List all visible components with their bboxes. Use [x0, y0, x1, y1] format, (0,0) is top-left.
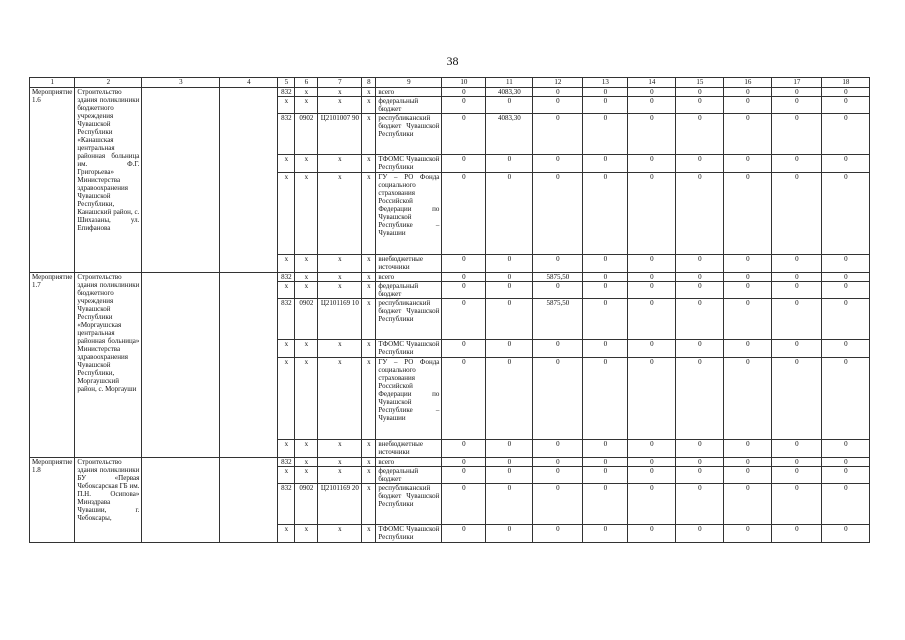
measure-name-cell: Строительство здания поликлиники бюджетного учреждения Чувашской Республики «Моргаушская центральная районная больница» Министерства здравоохранения Чувашской Республики, Моргаушский район, с. Моргауши [75, 273, 142, 458]
value-cell: 0 [442, 440, 486, 458]
target-article-cell: Ц2101169 10 [318, 299, 362, 340]
grbs-cell: x [278, 340, 295, 358]
section-cell: x [295, 440, 318, 458]
value-cell: 0 [724, 467, 772, 484]
grbs-cell: x [278, 255, 295, 273]
value-cell: 0 [676, 88, 724, 97]
value-cell: 0 [822, 255, 870, 273]
value-cell: 0 [583, 273, 628, 282]
value-cell: 0 [676, 299, 724, 340]
value-cell: 0 [676, 97, 724, 114]
column-number-cell: 3 [142, 78, 220, 88]
expense-group-cell: x [362, 88, 376, 97]
expense-group-cell: x [362, 358, 376, 440]
section-cell: 0902 [295, 484, 318, 525]
measure-name-cell: Строительство здания поликлиники бюджетного учреждения Чувашской Республики «Канашская центральная районная больница им. Ф.Г. Григорьева» Министерства здравоохранения Чувашской Республики, Канашский район, с. Шихазаны, ул. Епифанова [75, 88, 142, 273]
funding-source-cell: республиканский бюджет Чувашской Республики [376, 484, 442, 525]
value-cell: 0 [442, 155, 486, 173]
section-cell: x [295, 458, 318, 467]
value-cell: 0 [533, 282, 583, 299]
column-number-cell: 13 [583, 78, 628, 88]
target-article-cell: x [318, 255, 362, 273]
value-cell: 0 [442, 255, 486, 273]
target-article-cell: Ц2101007 90 [318, 114, 362, 155]
expense-group-cell: x [362, 299, 376, 340]
value-cell: 0 [486, 173, 533, 255]
value-cell: 0 [442, 173, 486, 255]
value-cell: 0 [442, 467, 486, 484]
grbs-cell: 832 [278, 484, 295, 525]
expense-group-cell: x [362, 155, 376, 173]
value-cell: 0 [442, 114, 486, 155]
value-cell: 0 [822, 173, 870, 255]
funding-source-cell: ТФОМС Чувашской Республики [376, 525, 442, 543]
column-number-cell: 6 [295, 78, 318, 88]
funding-source-cell: федеральный бюджет [376, 282, 442, 299]
value-cell: 0 [822, 358, 870, 440]
column-number-cell: 16 [724, 78, 772, 88]
value-cell: 0 [772, 440, 822, 458]
value-cell: 4083,30 [486, 114, 533, 155]
grbs-cell: 832 [278, 273, 295, 282]
target-article-cell: Ц2101169 20 [318, 484, 362, 525]
value-cell: 0 [628, 173, 676, 255]
value-cell: 0 [724, 155, 772, 173]
expense-group-cell: x [362, 525, 376, 543]
value-cell: 0 [822, 440, 870, 458]
expense-group-cell: x [362, 440, 376, 458]
value-cell: 0 [772, 467, 822, 484]
value-cell: 0 [486, 299, 533, 340]
column-number-cell: 7 [318, 78, 362, 88]
grbs-cell: x [278, 358, 295, 440]
value-cell: 0 [822, 97, 870, 114]
funding-source-cell: внебюджетные источники [376, 255, 442, 273]
section-cell: x [295, 155, 318, 173]
value-cell: 0 [772, 299, 822, 340]
value-cell: 0 [822, 467, 870, 484]
value-cell: 0 [628, 299, 676, 340]
column-number-cell: 5 [278, 78, 295, 88]
target-article-cell: x [318, 358, 362, 440]
grbs-cell: x [278, 282, 295, 299]
value-cell: 0 [676, 525, 724, 543]
column-number-cell: 1 [30, 78, 75, 88]
column-number-cell: 18 [822, 78, 870, 88]
measure-label-cell: Мероприятие 1.6 [30, 88, 75, 273]
value-cell: 0 [486, 155, 533, 173]
value-cell: 0 [628, 273, 676, 282]
value-cell: 0 [442, 484, 486, 525]
value-cell: 0 [628, 340, 676, 358]
funding-source-cell: республиканский бюджет Чувашской Республики [376, 299, 442, 340]
value-cell: 0 [533, 97, 583, 114]
value-cell: 0 [628, 282, 676, 299]
value-cell: 0 [676, 155, 724, 173]
value-cell: 0 [583, 97, 628, 114]
value-cell: 0 [822, 525, 870, 543]
target-article-cell: x [318, 273, 362, 282]
grbs-cell: 832 [278, 458, 295, 467]
target-article-cell: x [318, 458, 362, 467]
expense-group-cell: x [362, 97, 376, 114]
expense-group-cell: x [362, 114, 376, 155]
value-cell: 0 [583, 155, 628, 173]
section-cell: 0902 [295, 114, 318, 155]
value-cell: 0 [772, 97, 822, 114]
value-cell: 0 [724, 525, 772, 543]
section-cell: x [295, 467, 318, 484]
value-cell: 0 [628, 458, 676, 467]
funding-source-cell: федеральный бюджет [376, 467, 442, 484]
value-cell: 0 [676, 173, 724, 255]
value-cell: 0 [822, 88, 870, 97]
funding-source-cell: ГУ – РО Фонда социального страхования Российской Федерации по Чувашской Республике – Чувашии [376, 173, 442, 255]
value-cell: 0 [583, 458, 628, 467]
value-cell: 0 [442, 299, 486, 340]
value-cell: 0 [772, 525, 822, 543]
target-article-cell: x [318, 155, 362, 173]
grbs-cell: x [278, 440, 295, 458]
funding-source-cell: ТФОМС Чувашской Республики [376, 155, 442, 173]
value-cell: 0 [724, 484, 772, 525]
grbs-cell: x [278, 173, 295, 255]
value-cell: 0 [822, 273, 870, 282]
value-cell: 0 [533, 340, 583, 358]
value-cell: 0 [533, 440, 583, 458]
value-cell: 0 [583, 282, 628, 299]
value-cell: 0 [583, 484, 628, 525]
value-cell: 0 [583, 440, 628, 458]
column-number-cell: 9 [376, 78, 442, 88]
grbs-cell: x [278, 97, 295, 114]
expense-group-cell: x [362, 458, 376, 467]
value-cell: 0 [533, 173, 583, 255]
empty-cell-4 [220, 273, 278, 458]
value-cell: 0 [486, 484, 533, 525]
column-number-cell: 2 [75, 78, 142, 88]
value-cell: 0 [486, 97, 533, 114]
value-cell: 0 [628, 440, 676, 458]
grbs-cell: 832 [278, 88, 295, 97]
value-cell: 0 [724, 273, 772, 282]
empty-cell-3 [142, 458, 220, 543]
target-article-cell: x [318, 340, 362, 358]
target-article-cell: x [318, 440, 362, 458]
section-cell: x [295, 173, 318, 255]
value-cell: 0 [442, 273, 486, 282]
section-cell: x [295, 273, 318, 282]
grbs-cell: 832 [278, 114, 295, 155]
value-cell: 0 [772, 155, 822, 173]
section-cell: x [295, 358, 318, 440]
value-cell: 0 [724, 88, 772, 97]
column-number-cell: 17 [772, 78, 822, 88]
expense-group-cell: x [362, 173, 376, 255]
value-cell: 0 [486, 440, 533, 458]
value-cell: 0 [442, 458, 486, 467]
value-cell: 0 [772, 88, 822, 97]
column-number-cell: 15 [676, 78, 724, 88]
expense-group-cell: x [362, 255, 376, 273]
funding-source-cell: внебюджетные источники [376, 440, 442, 458]
value-cell: 0 [772, 114, 822, 155]
value-cell: 0 [676, 458, 724, 467]
value-cell: 0 [628, 358, 676, 440]
column-number-cell: 4 [220, 78, 278, 88]
column-number-cell: 14 [628, 78, 676, 88]
value-cell: 0 [676, 484, 724, 525]
value-cell: 0 [724, 458, 772, 467]
value-cell: 0 [486, 273, 533, 282]
value-cell: 0 [442, 282, 486, 299]
value-cell: 0 [676, 282, 724, 299]
value-cell: 0 [628, 525, 676, 543]
expense-group-cell: x [362, 340, 376, 358]
value-cell: 0 [442, 88, 486, 97]
value-cell: 0 [724, 255, 772, 273]
value-cell: 0 [724, 299, 772, 340]
value-cell: 0 [772, 255, 822, 273]
value-cell: 0 [442, 358, 486, 440]
empty-cell-3 [142, 88, 220, 273]
value-cell: 0 [772, 340, 822, 358]
value-cell: 0 [724, 282, 772, 299]
value-cell: 0 [724, 97, 772, 114]
value-cell: 0 [628, 467, 676, 484]
value-cell: 0 [724, 440, 772, 458]
column-number-row [30, 78, 870, 88]
value-cell: 0 [583, 173, 628, 255]
funding-source-cell: республиканский бюджет Чувашской Республики [376, 114, 442, 155]
funding-source-cell: всего [376, 273, 442, 282]
value-cell: 0 [583, 358, 628, 440]
expense-group-cell: x [362, 484, 376, 525]
column-number-cell: 12 [533, 78, 583, 88]
value-cell: 5875,50 [533, 273, 583, 282]
value-cell: 0 [822, 484, 870, 525]
value-cell: 0 [822, 299, 870, 340]
section-cell: x [295, 282, 318, 299]
target-article-cell: x [318, 525, 362, 543]
table-row [30, 273, 870, 282]
section-cell: x [295, 340, 318, 358]
section-cell: x [295, 255, 318, 273]
target-article-cell: x [318, 282, 362, 299]
grbs-cell: x [278, 155, 295, 173]
section-cell: x [295, 97, 318, 114]
value-cell: 4083,30 [486, 88, 533, 97]
value-cell: 0 [486, 282, 533, 299]
measure-name-cell: Строительство здания поликлиники БУ «Первая Чебоксарская ГБ им. П.Н. Осипова» Минздрава Чувашии, г. Чебоксары, [75, 458, 142, 543]
target-article-cell: x [318, 173, 362, 255]
funding-source-cell: ГУ – РО Фонда социального страхования Российской Федерации по Чувашской Республике – Чувашии [376, 358, 442, 440]
grbs-cell: x [278, 467, 295, 484]
value-cell: 0 [628, 114, 676, 155]
value-cell: 0 [724, 114, 772, 155]
value-cell: 0 [486, 358, 533, 440]
value-cell: 0 [583, 299, 628, 340]
value-cell: 0 [583, 467, 628, 484]
section-cell: x [295, 525, 318, 543]
expense-group-cell: x [362, 467, 376, 484]
page-number: 38 [446, 54, 459, 68]
value-cell: 0 [628, 155, 676, 173]
table-row [30, 88, 870, 97]
value-cell: 0 [533, 484, 583, 525]
value-cell: 0 [628, 484, 676, 525]
value-cell: 0 [442, 97, 486, 114]
empty-cell-4 [220, 88, 278, 273]
value-cell: 0 [533, 525, 583, 543]
funding-source-cell: ТФОМС Чувашской Республики [376, 340, 442, 358]
value-cell: 0 [533, 255, 583, 273]
value-cell: 0 [533, 155, 583, 173]
value-cell: 0 [676, 358, 724, 440]
value-cell: 0 [724, 340, 772, 358]
value-cell: 0 [486, 340, 533, 358]
value-cell: 0 [486, 467, 533, 484]
value-cell: 0 [583, 340, 628, 358]
value-cell: 0 [676, 440, 724, 458]
value-cell: 0 [533, 458, 583, 467]
value-cell: 0 [628, 88, 676, 97]
value-cell: 0 [628, 97, 676, 114]
value-cell: 0 [533, 88, 583, 97]
value-cell: 0 [533, 467, 583, 484]
grbs-cell: 832 [278, 299, 295, 340]
value-cell: 0 [822, 458, 870, 467]
value-cell: 0 [822, 340, 870, 358]
funding-source-cell: всего [376, 458, 442, 467]
value-cell: 0 [583, 255, 628, 273]
value-cell: 0 [724, 173, 772, 255]
value-cell: 0 [676, 273, 724, 282]
value-cell: 0 [442, 525, 486, 543]
value-cell: 0 [442, 340, 486, 358]
measure-label-cell: Мероприятие 1.8 [30, 458, 75, 543]
measure-label-cell: Мероприятие 1.7 [30, 273, 75, 458]
column-number-cell: 11 [486, 78, 533, 88]
grbs-cell: x [278, 525, 295, 543]
target-article-cell: x [318, 88, 362, 97]
expense-group-cell: x [362, 273, 376, 282]
value-cell: 5875,50 [533, 299, 583, 340]
expense-group-cell: x [362, 282, 376, 299]
value-cell: 0 [822, 282, 870, 299]
table-row [30, 458, 870, 467]
funding-source-cell: всего [376, 88, 442, 97]
value-cell: 0 [583, 525, 628, 543]
value-cell: 0 [533, 358, 583, 440]
value-cell: 0 [772, 458, 822, 467]
column-number-cell: 8 [362, 78, 376, 88]
value-cell: 0 [486, 458, 533, 467]
empty-cell-3 [142, 273, 220, 458]
value-cell: 0 [676, 340, 724, 358]
value-cell: 0 [772, 173, 822, 255]
value-cell: 0 [772, 484, 822, 525]
section-cell: x [295, 88, 318, 97]
value-cell: 0 [676, 255, 724, 273]
value-cell: 0 [772, 273, 822, 282]
value-cell: 0 [486, 525, 533, 543]
target-article-cell: x [318, 97, 362, 114]
value-cell: 0 [533, 114, 583, 155]
value-cell: 0 [724, 358, 772, 440]
value-cell: 0 [822, 114, 870, 155]
value-cell: 0 [583, 114, 628, 155]
value-cell: 0 [486, 255, 533, 273]
value-cell: 0 [583, 88, 628, 97]
value-cell: 0 [772, 358, 822, 440]
value-cell: 0 [822, 155, 870, 173]
value-cell: 0 [676, 114, 724, 155]
value-cell: 0 [772, 282, 822, 299]
funding-source-cell: федеральный бюджет [376, 97, 442, 114]
value-cell: 0 [628, 255, 676, 273]
target-article-cell: x [318, 467, 362, 484]
section-cell: 0902 [295, 299, 318, 340]
budget-table [29, 77, 870, 543]
column-number-cell: 10 [442, 78, 486, 88]
empty-cell-4 [220, 458, 278, 543]
value-cell: 0 [676, 467, 724, 484]
